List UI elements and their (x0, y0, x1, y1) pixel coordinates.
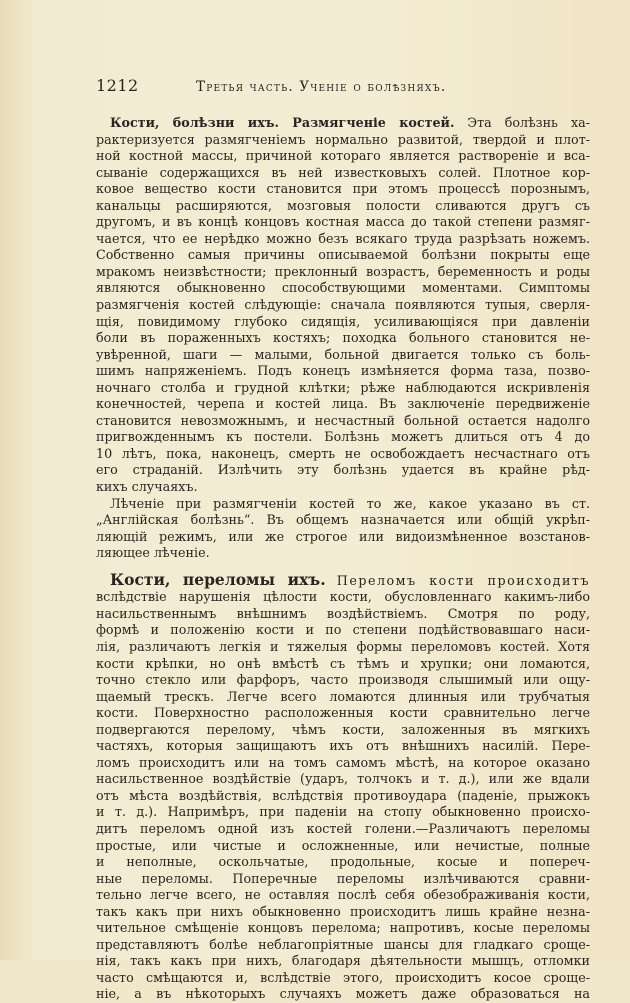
text-line: вслѣдствіе нарушенія цѣлости кости, обусловленнаго какимъ-либо (96, 589, 590, 605)
text-line: шимъ напряженіемъ. Подъ конецъ измѣняется форма таза, позво- (96, 363, 590, 379)
section2-heading: Кости, переломы ихъ. (110, 571, 326, 589)
text-line: подвергаются перелому, чѣмъ кости, заложенныя въ мягкихъ (96, 721, 590, 737)
text-line: размягченія костей слѣдующіе: сначала появляются тупыя, сверля- (96, 297, 590, 313)
text-line: 10 лѣтъ, пока, наконецъ, смерть не освобождаетъ несчастнаго отъ (96, 445, 590, 461)
text-line: представляютъ болѣе неблагопріятные шансы для гладкаго срощe- (96, 936, 590, 952)
text-line: конечностей, черепа и костей лица. Въ заключеніе передвиженіе (96, 396, 590, 412)
running-title: Третья часть. Ученіе о болѣзняхъ. (196, 79, 447, 95)
text-line: ной костной массы, причиной котораго является раствореніе и вса- (96, 148, 590, 164)
text-line: нія, такъ какъ при нихъ, благодаря дѣятельности мышцъ, отломки (96, 953, 590, 969)
text-line: щія, повидимому глубоко сидящія, усиливающіяся при давленіи (96, 313, 590, 329)
text-line: чительное смѣщеніе концовъ перелома; напротивъ, косые переломы (96, 920, 590, 936)
text-line: ные переломы. Поперечные переломы излѣчиваются сравни- (96, 870, 590, 886)
text-line: канальцы расширяются, мозговыя полости сливаются другъ съ (96, 197, 590, 213)
text-line: увѣренной, шаги — малыми, больной двигается только съ боль- (96, 346, 590, 362)
text-line: отъ мѣста воздѣйствія, вслѣдствія противоудара (паденіе, прыжокъ (96, 787, 590, 803)
text-line: его страданій. Излѣчить эту болѣзнь удается въ крайне рѣд- (96, 462, 590, 478)
text-line: Лѣченіе при размягченіи костей то же, какое указано въ ст. (110, 495, 590, 511)
section1-heading: Кости, болѣзни ихъ. Размягченіе костей. (110, 115, 455, 130)
section2-body (96, 589, 590, 1003)
text-line: другомъ, и въ концѣ концовъ костная масса до такой степени размяг- (96, 214, 590, 230)
text-line: часто смѣщаются и, вслѣдствіе этого, происходитъ косое сроще- (96, 969, 590, 985)
text-line: являются обыкновенно способствующими моментами. Симптомы (96, 280, 590, 296)
text-line: мракомъ неизвѣстности; преклонный возрастъ, беременность и роды (96, 263, 590, 279)
text-line: щаемый трескъ. Легче всего ломаются длинныя или трубчатыя (96, 688, 590, 704)
text-line: кости. Поверхностно расположенныя кости сравнительно легче (96, 705, 590, 721)
text-line: тельно легче всего, не оставляя послѣ себя обезображиванія кости, (96, 887, 590, 903)
section1-first-line (96, 115, 590, 132)
text-line: точно стекло или фарфоръ, часто производя слышимый или ощу- (96, 672, 590, 688)
text-line: боли въ пораженныхъ костяхъ; походка больного становится не- (96, 330, 590, 346)
text-line: насильственное воздѣйствіе (ударъ, толчокъ и т. д.), или же вдали (96, 771, 590, 787)
section2-first-line (96, 572, 590, 590)
text-line: ляющій режимъ, или же строгое или видоизмѣненное возстанов- (96, 528, 590, 544)
text-line: „Англійская болѣзнь“. Въ общемъ назначается или общій укрѣп- (96, 512, 590, 528)
text-line: пригвожденнымъ къ постели. Болѣзнь можетъ длиться отъ 4 до (96, 429, 590, 445)
text-line: ляющее лѣченіе. (96, 545, 210, 561)
section1-first-line-rest: Эта болѣзнь ха- (467, 115, 590, 130)
text-line: ночнаго столба и грудной клѣтки; рѣже наблюдаются искривленія (96, 379, 590, 395)
text-line: кости крѣпки, но онѣ вмѣстѣ съ тѣмъ и хрупки; они ломаются, (96, 655, 590, 671)
text-line: и т. д.). Напримѣръ, при паденіи на стопу обыкновенно происхо- (96, 804, 590, 820)
section1-body (96, 132, 590, 496)
text-line: дитъ переломъ одной изъ костей голени.—Различаютъ переломы (96, 820, 590, 836)
section-osteomalacia (96, 115, 590, 562)
running-head (96, 76, 590, 95)
text-line: частяхъ, которыя защищаютъ ихъ отъ внѣшнихъ насилій. Пере- (96, 738, 590, 754)
text-line: простые, или чистые и осложненные, или нечистые, полные (96, 837, 590, 853)
section1-treatment (96, 496, 590, 562)
text-line: насильственнымъ внѣшнимъ воздѣйствіемъ. Смотря по роду, (96, 605, 590, 621)
text-line: лія, различаютъ легкія и тяжелыя формы переломовъ костей. Хотя (96, 638, 590, 654)
text-line: ніе, а въ нѣкоторыхъ случаяхъ можетъ даже образоваться на (96, 986, 590, 1002)
text-line: ломъ происходитъ или на томъ самомъ мѣстѣ, на которое оказано (96, 754, 590, 770)
section2-first-line-rest: Переломъ кости происходитъ (336, 572, 590, 588)
text-line: Собственно самыя причины описываемой болѣзни покрыты еще (96, 247, 590, 263)
text-line: такъ какъ при нихъ обыкновенно происходитъ лишь крайне незна- (96, 903, 590, 919)
text-line: ковое вещество кости становится при этомъ процессѣ порознымъ, (96, 181, 590, 197)
text-line: кихъ случаяхъ. (96, 479, 198, 495)
text-line: рактеризуется размягченіемъ нормально развитой, твердой и плот- (96, 131, 590, 147)
text-line: чается, что ее нерѣдко можно безъ всякаго труда разрѣзать ножемъ. (96, 230, 590, 246)
text-line: сываніе содержащихся въ ней известковыхъ солей. Плотное кор- (96, 164, 590, 180)
text-line: и неполные, оскольчатые, продольные, косые и попереч- (96, 854, 590, 870)
text-line: формѣ и положенію кости и по степени подѣйствовавшаго наси- (96, 622, 590, 638)
page-number: 1212 (96, 76, 139, 95)
text-line: становится невозможнымъ, и несчастный больной остается надолго (96, 412, 590, 428)
section-fractures (96, 572, 590, 1003)
